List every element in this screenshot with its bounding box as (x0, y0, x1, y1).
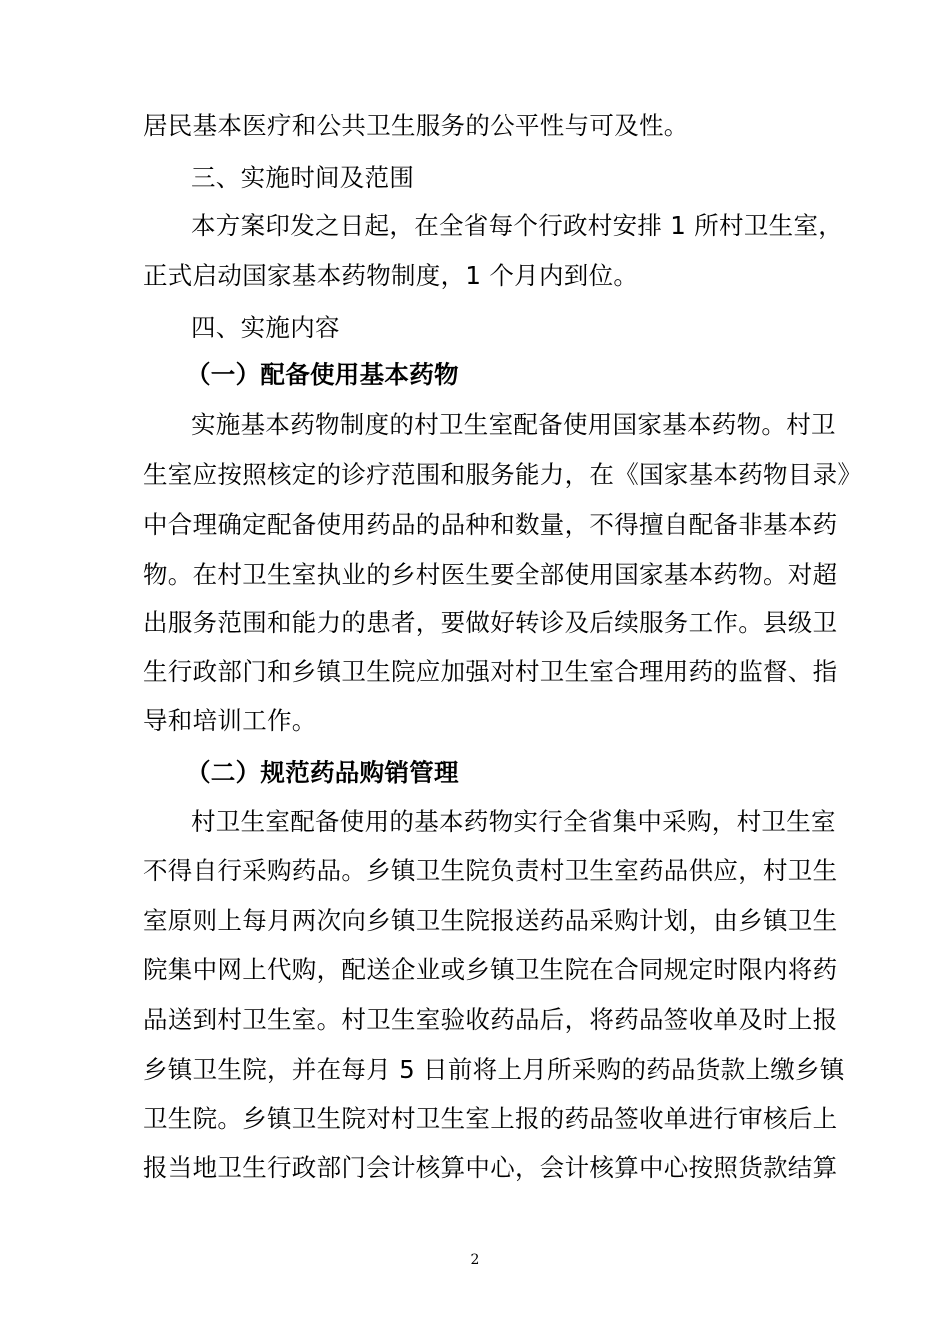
paragraph-3-line-5: 出服务范围和能力的患者，要做好转诊及后续服务工作。县级卫 (143, 608, 838, 637)
paragraph-1-line-1: 居民基本医疗和公共卫生服务的公平性与可及性。 (143, 111, 689, 140)
paragraph-4-line-4: 院集中网上代购，配送企业或乡镇卫生院在合同规定时限内将药 (143, 955, 838, 984)
paragraph-4-line-8: 报当地卫生行政部门会计核算中心，会计核算中心按照货款结算 (143, 1153, 838, 1182)
paragraph-3-line-4: 物。在村卫生室执业的乡村医生要全部使用国家基本药物。对超 (143, 560, 838, 589)
paragraph-3-line-7: 导和培训工作。 (143, 706, 317, 735)
paragraph-4-line-7: 卫生院。乡镇卫生院对村卫生室上报的药品签收单进行审核后上 (143, 1104, 838, 1133)
paragraph-4-line-1: 村卫生室配备使用的基本药物实行全省集中采购，村卫生室 (191, 807, 836, 836)
paragraph-3-line-3: 中合理确定配备使用药品的品种和数量，不得擅自配备非基本药 (143, 510, 838, 539)
paragraph-3-line-2: 生室应按照核定的诊疗范围和服务能力，在《国家基本药物目录》 (143, 460, 863, 489)
paragraph-3-line-6: 生行政部门和乡镇卫生院应加强对村卫生室合理用药的监督、指 (143, 657, 838, 686)
page-number: 2 (470, 1252, 480, 1268)
paragraph-4-line-6: 乡镇卫生院，并在每月 5 日前将上月所采购的药品货款上缴乡镇 (143, 1055, 845, 1084)
subheading-1: （一）配备使用基本药物 (186, 360, 459, 389)
paragraph-4-line-5: 品送到村卫生室。村卫生室验收药品后，将药品签收单及时上报 (143, 1005, 838, 1034)
paragraph-4-line-3: 室原则上每月两次向乡镇卫生院报送药品采购计划，由乡镇卫生 (143, 906, 838, 935)
paragraph-4-line-2: 不得自行采购药品。乡镇卫生院负责村卫生室药品供应，村卫生 (143, 856, 838, 885)
paragraph-3-line-1: 实施基本药物制度的村卫生室配备使用国家基本药物。村卫 (191, 410, 836, 439)
paragraph-2-line-1: 本方案印发之日起，在全省每个行政村安排 1 所村卫生室， (191, 211, 844, 240)
subheading-2: （二）规范药品购销管理 (186, 758, 459, 787)
section-heading-4: 四、实施内容 (191, 313, 340, 342)
paragraph-2-line-2: 正式启动国家基本药物制度，1 个月内到位。 (143, 261, 639, 290)
section-heading-3: 三、实施时间及范围 (191, 163, 415, 192)
